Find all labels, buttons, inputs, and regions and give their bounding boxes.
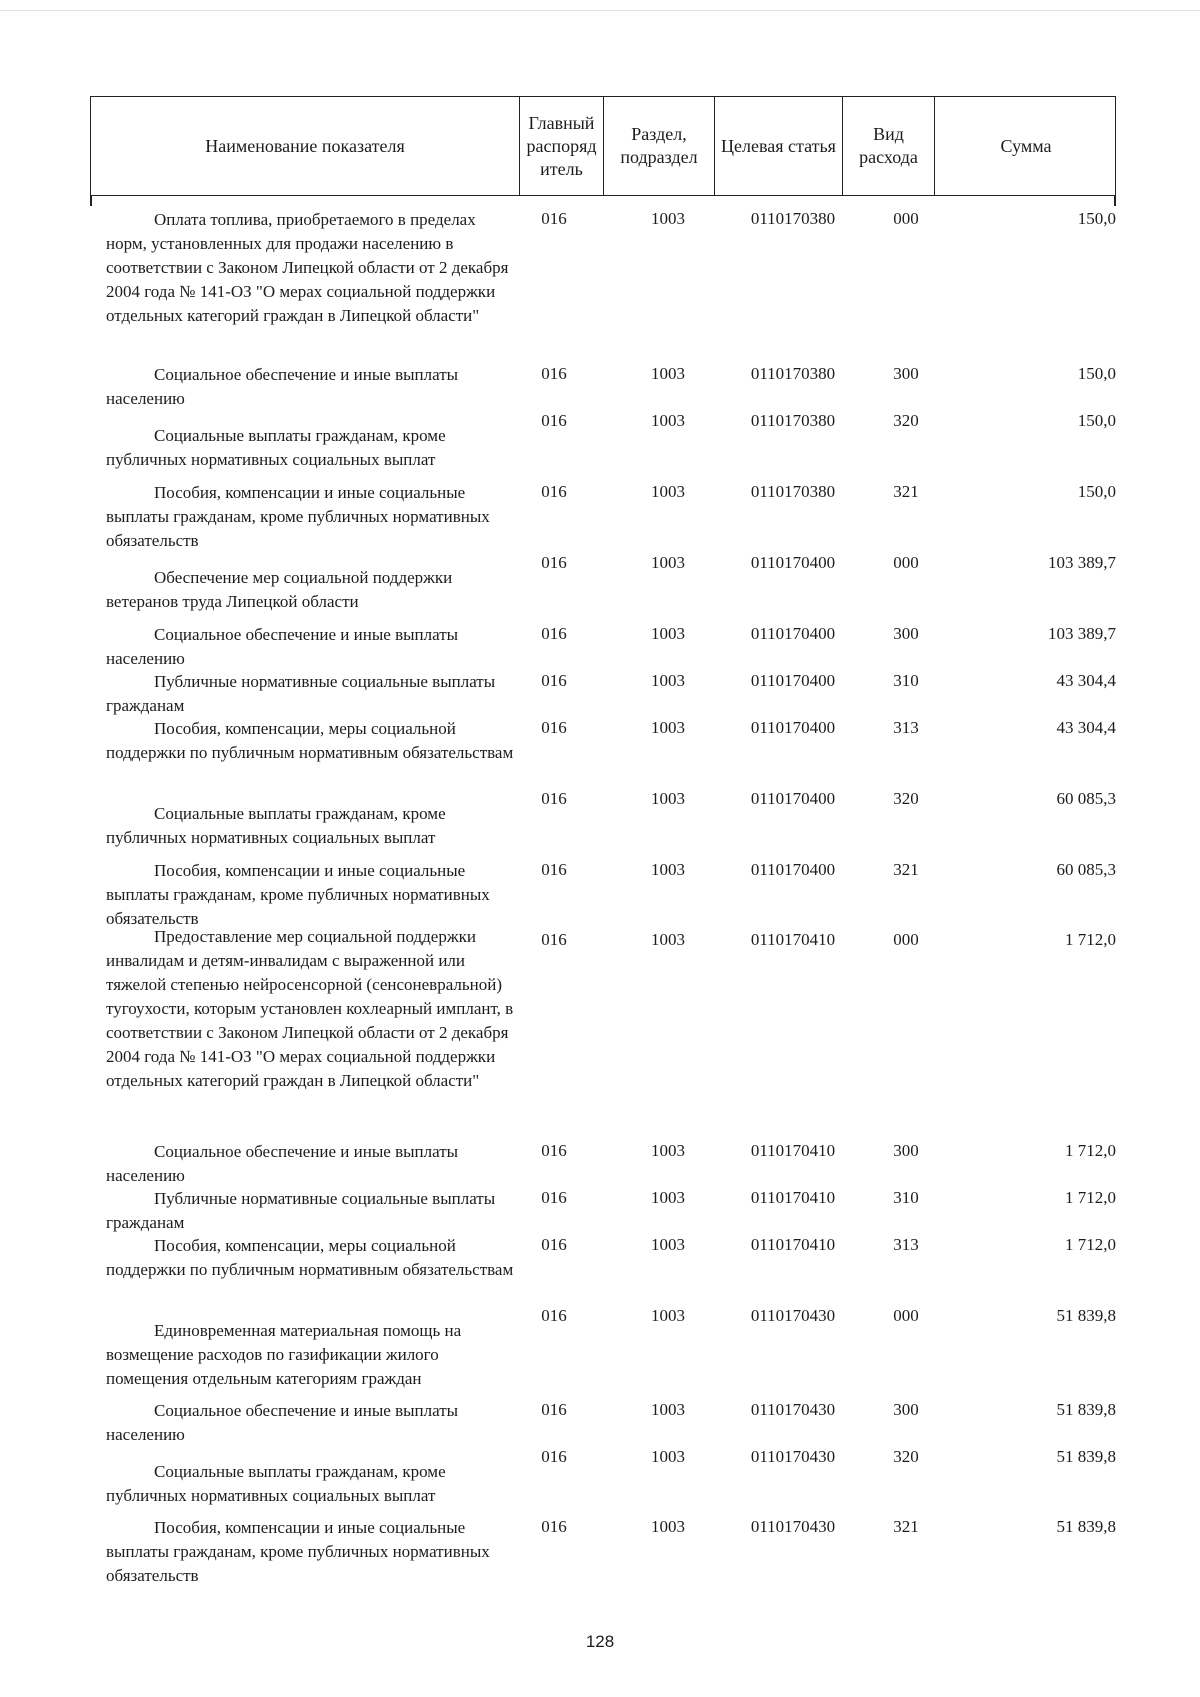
row-gr: 016	[541, 1306, 567, 1325]
row-razdel: 1003	[651, 930, 685, 949]
table-row	[106, 859, 1116, 928]
row-name: Пособия, компенсации, меры социальной поддержки по публичным нормативным обязательствам	[106, 1236, 514, 1279]
header-sum: Сумма	[934, 97, 1117, 195]
row-gr: 016	[541, 1141, 567, 1160]
row-sum: 1 712,0	[1065, 930, 1116, 949]
row-cs: 0110170410	[750, 1141, 836, 1160]
table-row	[106, 1187, 1116, 1232]
row-sum: 1 712,0	[1065, 1235, 1116, 1254]
row-gr: 016	[541, 209, 567, 228]
page-number: 128	[585, 1632, 615, 1651]
table-row	[106, 623, 1116, 668]
table-row	[106, 1234, 1116, 1279]
row-vr: 321	[893, 482, 919, 501]
table-row	[106, 927, 1116, 1090]
row-name: Оплата топлива, приобретаемого в пределах норм, установленных для продажи населению в соответствии с Законом Липецкой области от 2 декабря 2004 года № 141-ОЗ "О мерах социальной поддержки отдельных категорий граждан в Липецкой области"	[106, 210, 509, 325]
row-razdel: 1003	[651, 209, 685, 228]
row-name: Социальные выплаты гражданам, кроме публичных нормативных социальных выплат	[106, 426, 446, 469]
row-gr: 016	[541, 1517, 567, 1536]
row-cs: 0110170430	[750, 1306, 836, 1325]
table-row	[106, 1446, 1116, 1505]
row-gr: 016	[541, 1400, 567, 1419]
row-name: Социальное обеспечение и иные выплаты населению	[106, 1401, 459, 1444]
row-razdel: 1003	[651, 482, 685, 501]
row-gr: 016	[541, 860, 567, 879]
row-razdel: 1003	[651, 411, 685, 430]
row-vr: 320	[893, 411, 919, 430]
row-gr: 016	[541, 930, 567, 949]
table-row	[106, 717, 1116, 762]
row-sum: 103 389,7	[1048, 624, 1116, 643]
row-vr: 310	[893, 671, 919, 690]
table-row	[106, 208, 1116, 325]
row-vr: 321	[893, 860, 919, 879]
row-sum: 51 839,8	[1056, 1447, 1116, 1466]
row-razdel: 1003	[651, 553, 685, 572]
table-row	[106, 552, 1116, 611]
row-cs: 0110170380	[750, 411, 836, 430]
row-gr: 016	[541, 553, 567, 572]
table-row	[106, 1399, 1116, 1444]
row-gr: 016	[541, 482, 567, 501]
row-gr: 016	[541, 624, 567, 643]
row-cs: 0110170430	[750, 1517, 836, 1536]
row-sum: 103 389,7	[1048, 553, 1116, 572]
row-cs: 0110170400	[750, 624, 836, 643]
row-sum: 60 085,3	[1056, 789, 1116, 808]
row-vr: 300	[893, 1141, 919, 1160]
row-cs: 0110170410	[750, 1188, 836, 1207]
row-sum: 51 839,8	[1056, 1517, 1116, 1536]
row-cs: 0110170400	[750, 860, 836, 879]
table-row	[106, 481, 1116, 550]
row-razdel: 1003	[651, 860, 685, 879]
row-sum: 43 304,4	[1056, 671, 1116, 690]
row-sum: 150,0	[1077, 482, 1116, 501]
table-row	[106, 410, 1116, 469]
row-vr: 320	[893, 789, 919, 808]
row-gr: 016	[541, 718, 567, 737]
row-vr: 320	[893, 1447, 919, 1466]
row-name: Пособия, компенсации и иные социальные выплаты гражданам, кроме публичных нормативных обязательств	[106, 483, 490, 550]
row-sum: 51 839,8	[1056, 1306, 1116, 1325]
row-cs: 0110170400	[750, 671, 836, 690]
row-vr: 310	[893, 1188, 919, 1207]
row-name: Публичные нормативные социальные выплаты гражданам	[106, 672, 496, 715]
row-name: Пособия, компенсации и иные социальные выплаты гражданам, кроме публичных нормативных обязательств	[106, 1518, 490, 1585]
header-cs: Целевая статья	[714, 97, 842, 195]
header-vr: Вид расхода	[842, 97, 934, 195]
row-gr: 016	[541, 671, 567, 690]
row-razdel: 1003	[651, 1447, 685, 1466]
table-row	[106, 1516, 1116, 1585]
table-row	[106, 1140, 1116, 1185]
row-razdel: 1003	[651, 1517, 685, 1536]
header-gr: Главный распоряд итель	[519, 97, 603, 195]
row-name: Социальные выплаты гражданам, кроме публичных нормативных социальных выплат	[106, 804, 446, 847]
table-row	[106, 788, 1116, 847]
row-cs: 0110170380	[750, 482, 836, 501]
header-razdel: Раздел, подраздел	[603, 97, 714, 195]
row-vr: 321	[893, 1517, 919, 1536]
row-vr: 000	[893, 553, 919, 572]
row-cs: 0110170430	[750, 1400, 836, 1419]
row-name: Социальное обеспечение и иные выплаты населению	[106, 1142, 459, 1185]
row-gr: 016	[541, 1188, 567, 1207]
row-cs: 0110170410	[750, 930, 836, 949]
row-vr: 300	[893, 1400, 919, 1419]
row-cs: 0110170380	[750, 209, 836, 228]
row-gr: 016	[541, 364, 567, 383]
row-cs: 0110170400	[750, 553, 836, 572]
row-sum: 51 839,8	[1056, 1400, 1116, 1419]
row-cs: 0110170410	[750, 1235, 836, 1254]
row-name: Социальные выплаты гражданам, кроме публичных нормативных социальных выплат	[106, 1462, 446, 1505]
row-name: Социальное обеспечение и иные выплаты населению	[106, 365, 459, 408]
row-gr: 016	[541, 789, 567, 808]
row-sum: 150,0	[1077, 411, 1116, 430]
row-cs: 0110170430	[750, 1447, 836, 1466]
row-cs: 0110170400	[750, 789, 836, 808]
row-razdel: 1003	[651, 671, 685, 690]
row-name: Единовременная материальная помощь на возмещение расходов по газификации жилого помещения отдельным категориям граждан	[106, 1321, 462, 1388]
row-vr: 000	[893, 209, 919, 228]
row-name: Публичные нормативные социальные выплаты гражданам	[106, 1189, 496, 1232]
row-razdel: 1003	[651, 1400, 685, 1419]
row-vr: 000	[893, 1306, 919, 1325]
table-row	[106, 1305, 1116, 1388]
row-sum: 1 712,0	[1065, 1141, 1116, 1160]
row-sum: 150,0	[1077, 209, 1116, 228]
header-name: Наименование показателя	[205, 135, 405, 156]
table-row	[106, 363, 1116, 408]
row-sum: 43 304,4	[1056, 718, 1116, 737]
row-sum: 1 712,0	[1065, 1188, 1116, 1207]
table-row	[106, 670, 1116, 715]
row-sum: 60 085,3	[1056, 860, 1116, 879]
row-name: Пособия, компенсации и иные социальные выплаты гражданам, кроме публичных нормативных обязательств	[106, 861, 490, 928]
row-cs: 0110170380	[750, 364, 836, 383]
row-cs: 0110170400	[750, 718, 836, 737]
row-gr: 016	[541, 1447, 567, 1466]
row-razdel: 1003	[651, 1306, 685, 1325]
row-razdel: 1003	[651, 789, 685, 808]
row-vr: 000	[893, 930, 919, 949]
row-gr: 016	[541, 411, 567, 430]
row-name: Предоставление мер социальной поддержки инвалидам и детям-инвалидам с выраженной или тяжелой степенью нейросенсорной (сенсоневральной) тугоухости, которым установлен кохлеарный имплант, в соответствии с Законом Липецкой области от 2 декабря 2004 года № 141-ОЗ "О мерах социальной поддержки отдельных категорий граждан в Липецкой области"	[106, 927, 514, 1090]
row-name: Обеспечение мер социальной поддержки ветеранов труда Липецкой области	[106, 568, 453, 611]
row-gr: 016	[541, 1235, 567, 1254]
row-vr: 300	[893, 624, 919, 643]
row-razdel: 1003	[651, 1188, 685, 1207]
row-razdel: 1003	[651, 364, 685, 383]
row-name: Социальное обеспечение и иные выплаты населению	[106, 625, 459, 668]
row-vr: 313	[893, 1235, 919, 1254]
row-vr: 313	[893, 718, 919, 737]
row-razdel: 1003	[651, 1141, 685, 1160]
row-name: Пособия, компенсации, меры социальной поддержки по публичным нормативным обязательствам	[106, 719, 514, 762]
row-razdel: 1003	[651, 624, 685, 643]
row-sum: 150,0	[1077, 364, 1116, 383]
row-vr: 300	[893, 364, 919, 383]
row-razdel: 1003	[651, 1235, 685, 1254]
row-razdel: 1003	[651, 718, 685, 737]
